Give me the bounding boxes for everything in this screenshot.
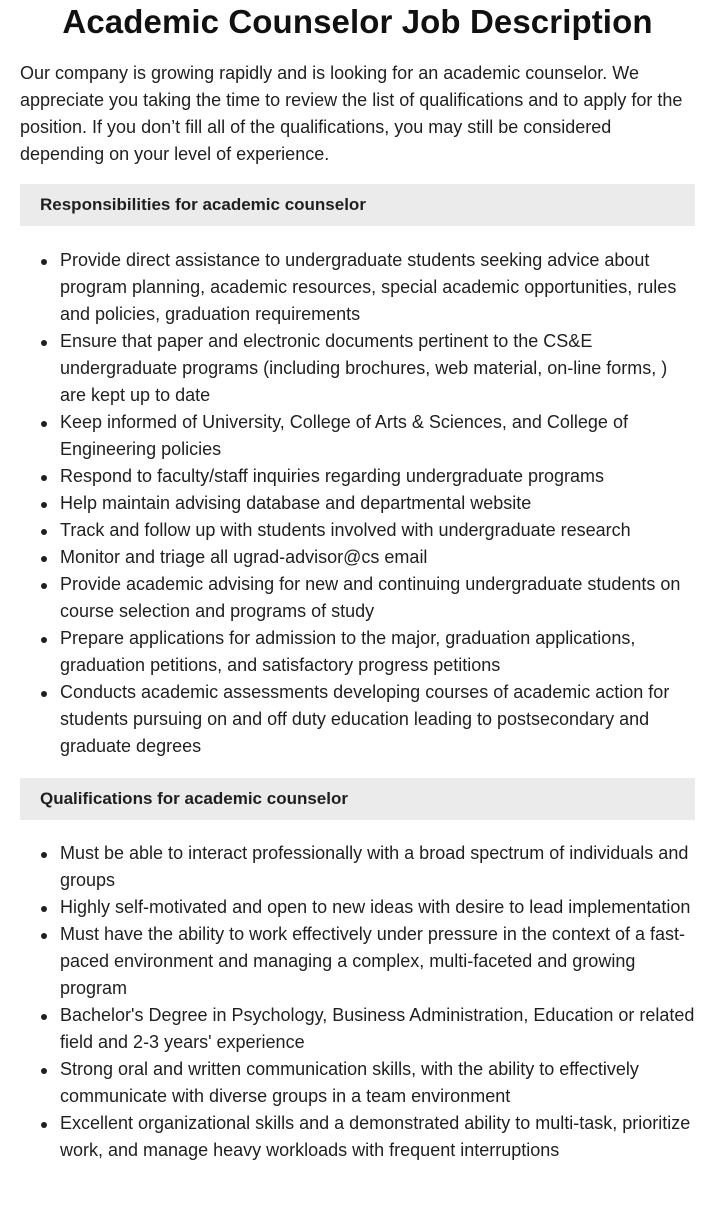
job-description-page — [20, 0, 695, 1164]
responsibility-item: Help maintain advising database and departmental website — [20, 490, 695, 517]
responsibility-item: Track and follow up with students involved with undergraduate research — [20, 517, 695, 544]
responsibility-item: Ensure that paper and electronic documents pertinent to the CS&E undergraduate programs (including brochures, web material, on-line forms, ) are kept up to date — [20, 328, 695, 409]
responsibility-item: Keep informed of University, College of Arts & Sciences, and College of Engineering policies — [20, 409, 695, 463]
responsibility-item: Monitor and triage all ugrad-advisor@cs email — [20, 544, 695, 571]
intro-paragraph: Our company is growing rapidly and is looking for an academic counselor. We appreciate you taking the time to review the list of qualifications and to apply for the position. If you don’t fill all of the qualifications, you may still be considered depending on your level of experience. — [20, 63, 683, 164]
responsibility-item: Respond to faculty/staff inquiries regarding undergraduate programs — [20, 463, 695, 490]
qualification-item: Must be able to interact professionally with a broad spectrum of individuals and groups — [20, 840, 695, 894]
responsibilities-heading: Responsibilities for academic counselor — [20, 184, 695, 226]
responsibility-item: Provide direct assistance to undergraduate students seeking advice about program planning, academic resources, special academic opportunities, rules and policies, graduation requirements — [20, 247, 695, 328]
responsibilities-list — [20, 247, 695, 760]
qualification-item: Strong oral and written communication skills, with the ability to effectively communicate with diverse groups in a team environment — [20, 1056, 695, 1110]
qualifications-heading: Qualifications for academic counselor — [20, 778, 695, 820]
qualification-item: Excellent organizational skills and a demonstrated ability to multi-task, prioritize work, and manage heavy workloads with frequent interruptions — [20, 1110, 695, 1164]
qualification-item: Bachelor's Degree in Psychology, Business Administration, Education or related field and 2-3 years' experience — [20, 1002, 695, 1056]
responsibility-item: Conducts academic assessments developing courses of academic action for students pursuing on and off duty education leading to postsecondary and graduate degrees — [20, 679, 695, 760]
qualification-item: Highly self-motivated and open to new ideas with desire to lead implementation — [20, 894, 695, 921]
responsibility-item: Provide academic advising for new and continuing undergraduate students on course selection and programs of study — [20, 571, 695, 625]
responsibility-item: Prepare applications for admission to the major, graduation applications, graduation petitions, and satisfactory progress petitions — [20, 625, 695, 679]
page-title: Academic Counselor Job Description — [62, 3, 653, 40]
qualification-item: Must have the ability to work effectively under pressure in the context of a fast-paced environment and managing a complex, multi-faceted and growing program — [20, 921, 695, 1002]
qualifications-list — [20, 840, 695, 1164]
